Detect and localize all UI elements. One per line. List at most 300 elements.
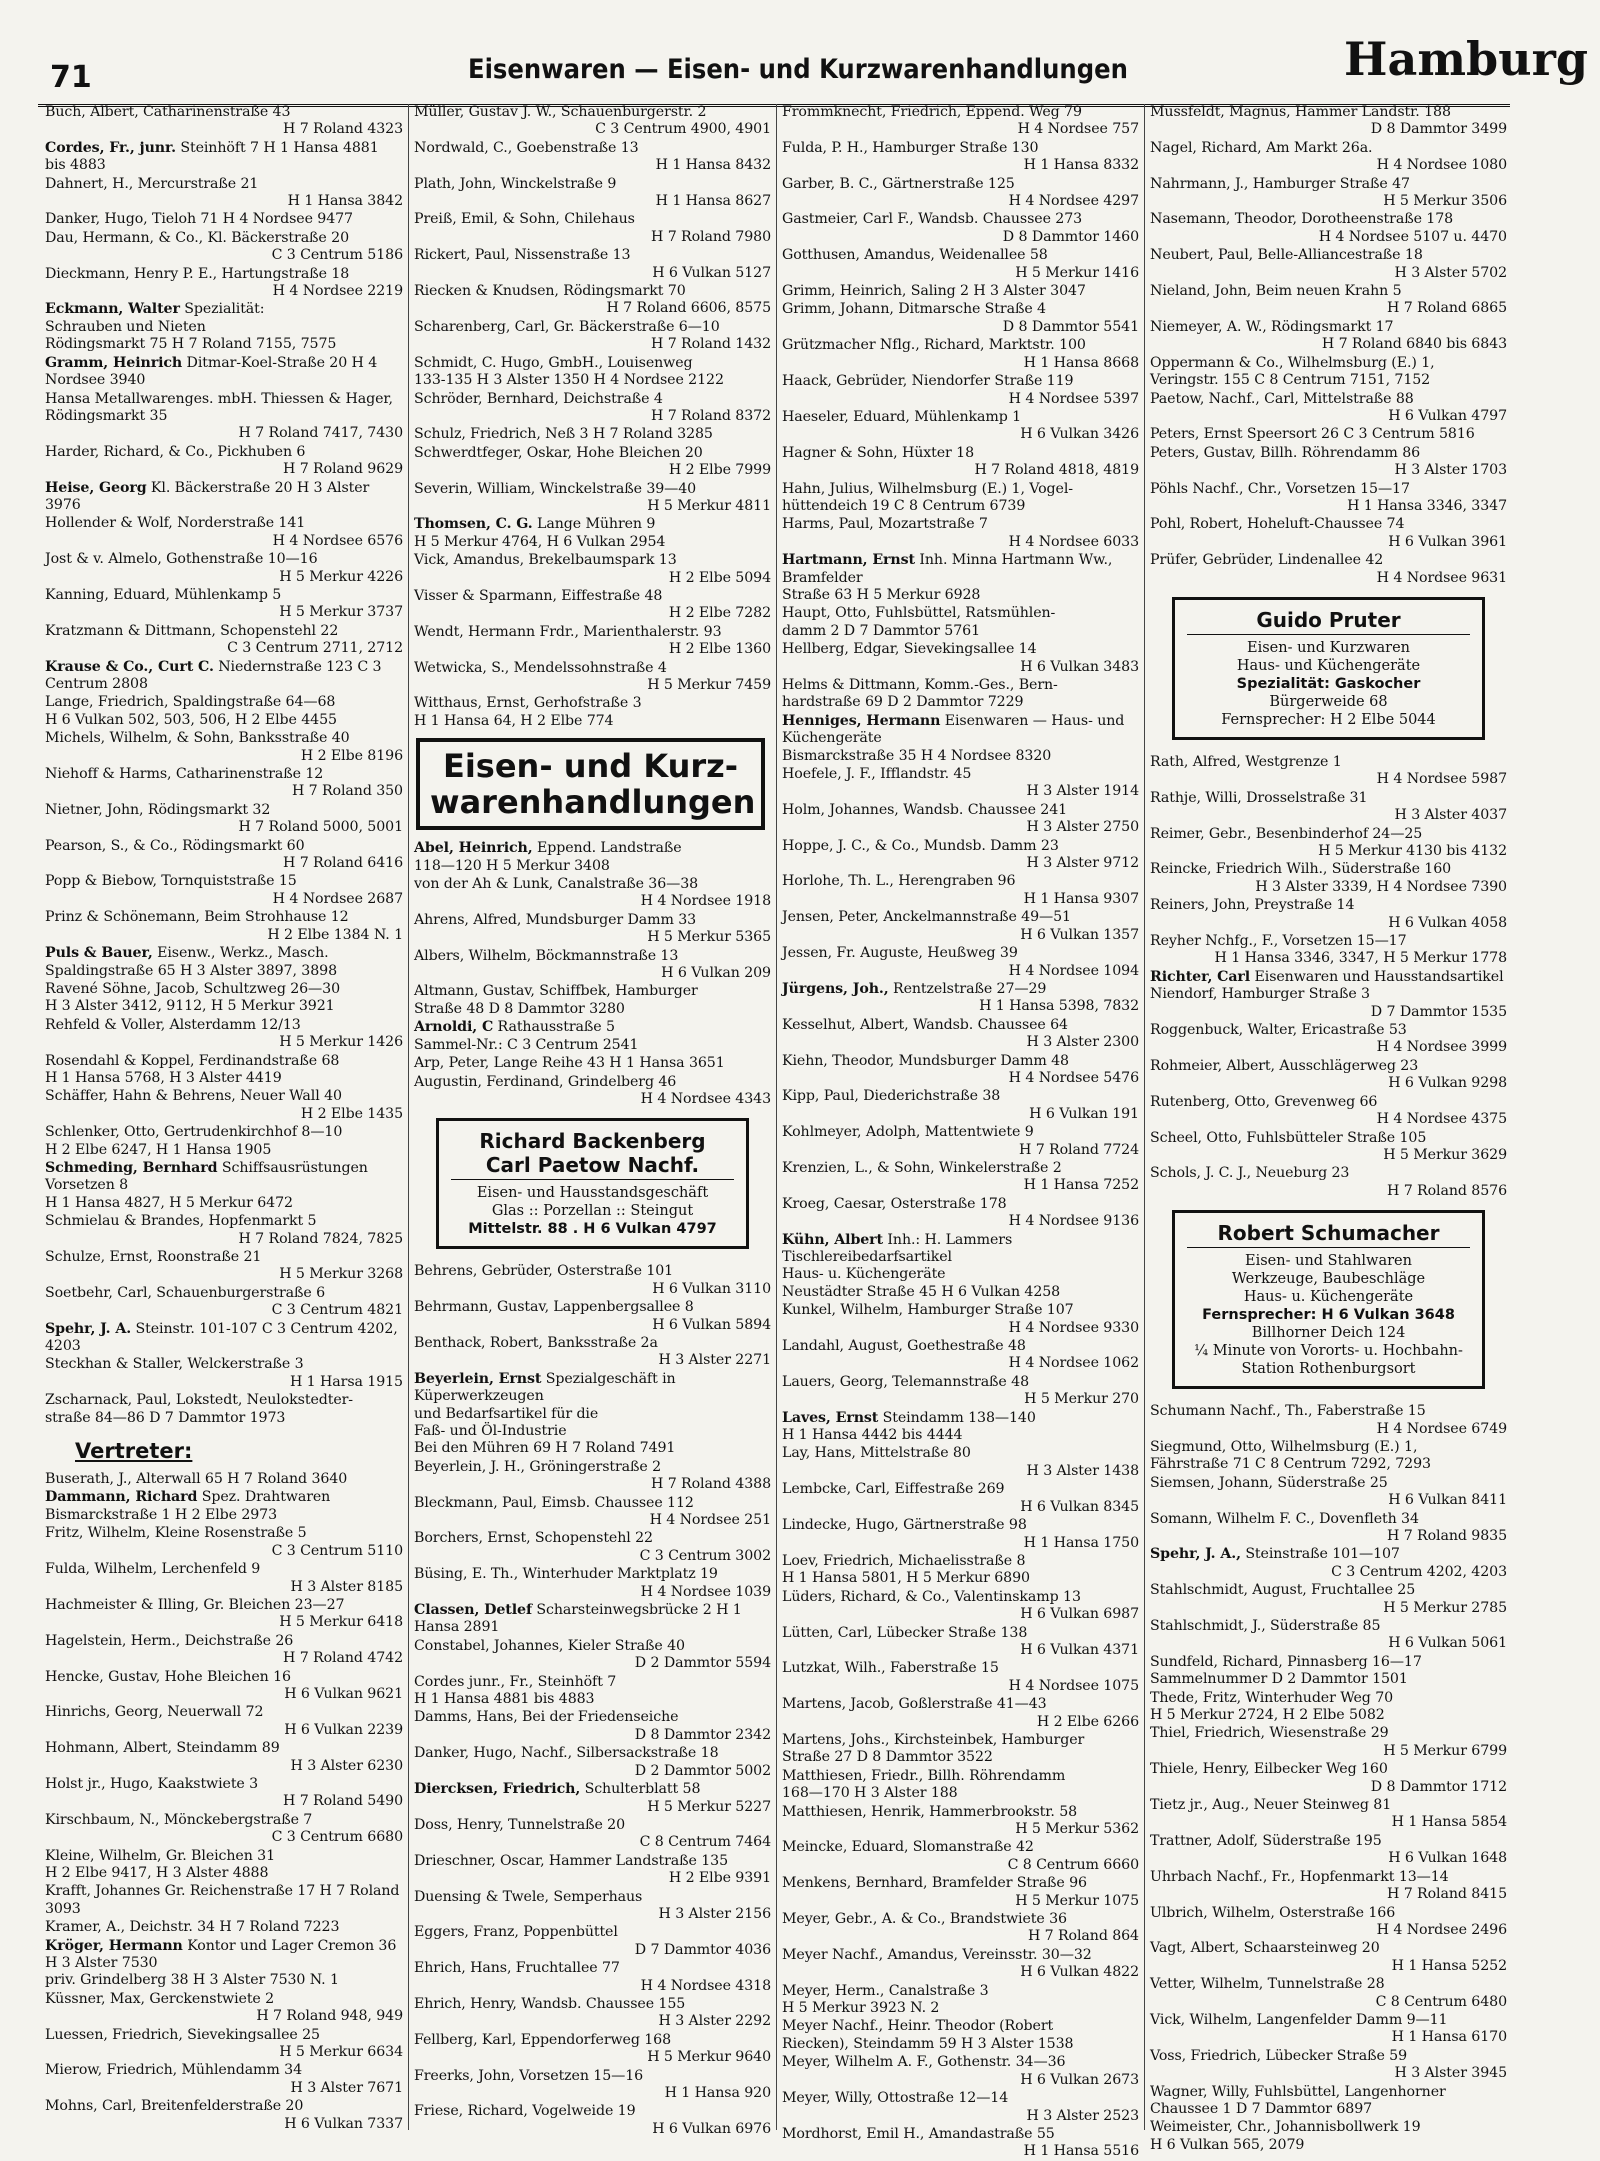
- directory-entry: [782, 2090, 1139, 2125]
- entry-address: Brekelbaumspark 13: [524, 552, 677, 569]
- entry-name: Behrens, Gebrüder,: [414, 1263, 553, 1280]
- entry-phone: D 8 Dammtor 2342: [634, 1726, 771, 1743]
- directory-entry: [782, 1196, 1139, 1231]
- entry-name: Nordwald, C.,: [414, 139, 513, 156]
- entry-phone: H 5 Merkur 7459: [647, 677, 771, 693]
- entry-address: Mercurstraße 21: [133, 175, 259, 192]
- entry-name: Mohns, Carl,: [45, 2098, 137, 2115]
- entry-phone: H 5 Merkur 5227: [647, 1798, 771, 1815]
- entry-name: Luessen, Friedrich,: [45, 2026, 183, 2043]
- directory-entry: [45, 1848, 403, 1883]
- entry-name: Severin, William,: [414, 480, 536, 497]
- entry-address: Inh.: H. Lammers Tischlereibedarfsartikel Haus- u. Küchengeräte Neustädter Straße 45 H 6 Vulkan 4258: [782, 1231, 1061, 1300]
- entry-phone: C 3 Centrum 4821: [271, 1302, 403, 1319]
- entry-phone: H 7 Roland 9835: [1387, 1527, 1507, 1544]
- directory-entry: [414, 1853, 771, 1888]
- entry-name: Meyer, Willy,: [782, 2090, 873, 2107]
- entry-name: Lay, Hans,: [782, 1445, 856, 1462]
- entry-address: Süderstraße 85: [1265, 1618, 1381, 1634]
- entry-name: Kratzmann & Dittmann,: [45, 622, 216, 639]
- entry-address: Mönckebergstraße 7: [159, 1811, 313, 1828]
- entry-address: Osterstraße 166: [1274, 1904, 1396, 1921]
- directory-entry: [45, 1991, 403, 2026]
- entry-name: Hoefele, J. F.,: [782, 766, 876, 783]
- entry-address: Wilhelmsburg (E.) 1, Vogel- hüttendeich 19 C 8 Centrum 6739: [782, 480, 1073, 514]
- directory-entry: [414, 552, 771, 587]
- directory-entry: [45, 1883, 403, 1918]
- entry-address: Spez. Drahtwaren Bismarckstraße 1 H 2 Elbe 2973: [45, 1489, 331, 1523]
- entry-phone: H 6 Vulkan 2673: [1020, 2071, 1139, 2088]
- directory-entry: [45, 981, 403, 1016]
- entry-name: Hahn, Julius,: [782, 480, 874, 497]
- entry-name: Hinrichs, Georg,: [45, 1704, 163, 1721]
- entry-name: Wetwicka, S.,: [414, 659, 510, 676]
- entry-address: Ditmarsche Straße 4: [893, 301, 1046, 318]
- entry-address: Hamburger Straße 130: [867, 139, 1039, 156]
- entry-address: Eisenwaren — Haus- und Küchengeräte Bismarckstraße 35 H 4 Nordsee 8320: [782, 712, 1125, 764]
- entry-address: Kl. Bäckerstraße 20: [203, 229, 349, 246]
- entry-name: Eggers, Franz,: [414, 1924, 519, 1941]
- directory-entry: [414, 2032, 771, 2067]
- directory-entry: [414, 876, 771, 911]
- directory-entry: [1150, 1797, 1507, 1832]
- directory-entry: [45, 873, 403, 908]
- directory-entry: [782, 1338, 1139, 1373]
- directory-entry: [414, 1459, 771, 1494]
- directory-entry: [782, 873, 1139, 908]
- entry-address: Belle-Alliancestraße 18: [1253, 247, 1423, 264]
- entry-name: Thede, Fritz,: [1150, 1689, 1242, 1706]
- directory-entry: [45, 1597, 403, 1632]
- entry-name: Matthiesen, Henrik,: [782, 1803, 925, 1820]
- directory-entry: [782, 409, 1139, 444]
- entry-phone: H 6 Vulkan 1648: [1388, 1850, 1507, 1867]
- entry-phone: H 6 Vulkan 6987: [1020, 1606, 1139, 1623]
- directory-entry: [414, 1263, 771, 1298]
- directory-entry: [414, 1019, 771, 1054]
- entry-name: Schulz, Friedrich,: [414, 426, 541, 443]
- directory-entry: [45, 1356, 403, 1391]
- directory-entry: [414, 1299, 771, 1334]
- entry-name: Rosendahl & Koppel,: [45, 1052, 195, 1069]
- entry-name: Hagner & Sohn,: [782, 444, 898, 461]
- directory-entry: [1150, 754, 1507, 789]
- entry-phone: H 6 Vulkan 3110: [652, 1280, 771, 1297]
- entry-phone: H 3 Alster 7671: [290, 2079, 403, 2096]
- entry-name: Trattner, Adolf,: [1150, 1832, 1258, 1849]
- entry-name: Lutzkat, Wilh.,: [782, 1660, 886, 1677]
- entry-address: Eiffestraße 269: [890, 1481, 1005, 1498]
- directory-entry: [1150, 826, 1507, 861]
- entry-phone: C 3 Centrum 2711, 2712: [227, 640, 403, 657]
- directory-entry: [45, 2062, 403, 2097]
- page-number: 71: [50, 60, 92, 95]
- entry-phone: H 4 Nordsee 1094: [1008, 962, 1139, 979]
- entry-address: Catharinenstraße 43: [138, 104, 291, 120]
- directory-entry: [45, 1704, 403, 1739]
- entry-address: Wandsb. Chaussee 241: [898, 801, 1068, 818]
- directory-entry: [782, 516, 1139, 551]
- entry-address: Tunnelstraße 28: [1263, 1976, 1385, 1993]
- entry-phone: H 4 Nordsee 9631: [1376, 569, 1507, 586]
- directory-entry: [414, 481, 771, 516]
- entry-name: Nagel, Richard,: [1150, 139, 1262, 156]
- entry-name: Schmeding, Bernhard: [45, 1159, 218, 1176]
- entry-address: Hamburger Straße 107: [902, 1302, 1074, 1319]
- entry-name: Kirschbaum, N.,: [45, 1811, 160, 1828]
- entry-address: Tornquiststraße 15: [156, 873, 297, 890]
- entry-phone: H 7 Roland 5000, 5001: [238, 819, 403, 836]
- entry-address: Kaakstwiete 3: [153, 1775, 259, 1792]
- entry-address: Bramfelder Straße 96: [927, 1875, 1087, 1892]
- entry-address: Schiffsausrüstungen Vorsetzen 8 H 1 Hansa 4827, H 5 Merkur 6472: [45, 1159, 368, 1211]
- entry-address: Breitenfelderstraße 20: [136, 2098, 304, 2115]
- entry-phone: H 7 Roland 8415: [1387, 1886, 1507, 1903]
- entry-phone: H 7 Roland 7824, 7825: [238, 1230, 403, 1247]
- directory-entry: [45, 355, 403, 390]
- entry-phone: H 7 Roland 8372: [651, 407, 771, 424]
- entry-name: Lauers, Georg,: [782, 1373, 888, 1390]
- entry-address: Alterwall 65 H 7 Roland 3640: [131, 1471, 348, 1488]
- directory-entry: [782, 2018, 1139, 2053]
- directory-entry: [1150, 1725, 1507, 1760]
- entry-address: Wilhelmsburg (E.) 1, Veringstr. 155 C 8 Centrum 7151, 7152: [1150, 354, 1435, 389]
- directory-entry: [782, 2126, 1139, 2161]
- entry-list: [45, 1471, 403, 2133]
- ad-line: Eisen- und Stahlwaren: [1245, 1253, 1412, 1270]
- entry-name: Vetter, Wilhelm,: [1150, 1976, 1264, 1993]
- entry-address: Gertrudenkirchhof 8—10 H 2 Elbe 6247, H 1 Hansa 1905: [45, 1124, 343, 1158]
- directory-entry: [414, 426, 771, 443]
- entry-name: Plath, John,: [414, 175, 497, 192]
- directory-entry: [45, 1160, 403, 1212]
- directory-entry: [782, 1732, 1139, 1767]
- directory-entry: [782, 1302, 1139, 1337]
- entry-address: Marienthalerstr. 93: [578, 623, 722, 640]
- directory-entry: [414, 1709, 771, 1744]
- entry-phone: H 7 Roland 6606, 8575: [606, 300, 771, 317]
- entry-address: Bei der Friedenseiche: [517, 1709, 679, 1726]
- directory-entry: [45, 1919, 403, 1936]
- entry-name: Haeseler, Eduard,: [782, 408, 910, 425]
- entry-name: Oppermann & Co.,: [1150, 354, 1284, 371]
- entry-name: Stahlschmidt, J.,: [1150, 1618, 1266, 1634]
- entry-name: Büsing, E. Th.,: [414, 1566, 519, 1583]
- entry-address: Fruchtallee 77: [511, 1960, 620, 1977]
- directory-entry: [782, 1374, 1139, 1409]
- directory-entry: [782, 2054, 1139, 2089]
- directory-entry: [414, 516, 771, 551]
- entry-address: Beim neuen Krahn 5: [1251, 283, 1402, 300]
- directory-entry: [1150, 933, 1507, 968]
- entry-phone: H 7 Roland 8576: [1387, 1182, 1507, 1199]
- entry-address: Deichstr. 34 H 7 Roland 7223: [125, 1919, 340, 1936]
- entry-name: Albers, Wilhelm,: [414, 947, 532, 964]
- directory-entry: [1150, 1130, 1507, 1165]
- entry-name: Kanning, Eduard,: [45, 586, 170, 603]
- ad-line: Werkzeuge, Baubeschläge: [1231, 1271, 1426, 1288]
- entry-address: Steindamm 89: [171, 1740, 280, 1757]
- directory-entry: [1150, 1905, 1507, 1940]
- entry-phone: H 1 Hansa 8668: [1023, 354, 1139, 371]
- entry-address: Hopfenmarkt 5: [204, 1213, 317, 1230]
- entry-phone: H 2 Elbe 7999: [668, 462, 771, 479]
- directory-entry: [414, 1960, 771, 1995]
- entry-name: Soetbehr, Carl,: [45, 1284, 152, 1301]
- entry-address: Rathausstraße 5 Sammel-Nr.: C 3 Centrum 2541: [414, 1019, 639, 1053]
- section-heading-line: warenhandlungen: [430, 783, 756, 822]
- entry-name: Hachmeister & Illing,: [45, 1596, 199, 1613]
- entry-phone: H 4 Nordsee 5397: [1008, 390, 1139, 407]
- directory-entry: [1150, 2119, 1507, 2154]
- entry-address: Mundsburger Damm 33: [521, 911, 697, 928]
- entry-address: Neueburg 23: [1251, 1165, 1350, 1182]
- entry-address: Rödingsmarkt 17: [1266, 318, 1394, 335]
- entry-address: Hohe Bleichen 20: [571, 444, 703, 461]
- directory-entry: [45, 1776, 403, 1811]
- entry-name: Augustin, Ferdinand,: [414, 1073, 564, 1090]
- entry-name: Martens, Johs.,: [782, 1731, 890, 1748]
- directory-entry: [414, 140, 771, 175]
- entry-address: Süderstraße 25: [1272, 1474, 1388, 1491]
- entry-name: Krenzien, L., & Sohn,: [782, 1159, 935, 1176]
- directory-entry: [1150, 552, 1507, 587]
- entry-phone: D 2 Dammtor 5594: [634, 1655, 771, 1672]
- entry-name: Witthaus, Ernst,: [414, 695, 530, 712]
- entry-name: Beyerlein, J. H.,: [414, 1458, 525, 1475]
- entry-name: Vick, Amandus,: [414, 552, 525, 569]
- directory-entry: [1150, 1403, 1507, 1438]
- entry-phone: H 3 Alster 2523: [1026, 2107, 1139, 2124]
- entry-phone: H 3 Alster 2156: [658, 1905, 771, 1922]
- entry-address: Lange Reihe 43 H 1 Hansa 3651: [489, 1055, 725, 1072]
- entry-address: Marktstr. 100: [984, 337, 1086, 354]
- entry-address: Mühlenkamp 1: [909, 408, 1022, 425]
- entry-address: Hüxter 18: [897, 444, 974, 461]
- directory-entry: [1150, 391, 1507, 426]
- entry-name: Diercksen, Friedrich,: [414, 1781, 581, 1798]
- entry-name: Weimeister, Chr.,: [1150, 2119, 1271, 2136]
- directory-columns: [40, 104, 1512, 2160]
- entry-phone: H 7 Roland 6416: [283, 855, 403, 872]
- entry-phone: D 7 Dammtor 1535: [1370, 1003, 1507, 1020]
- entry-name: Landahl, August,: [782, 1338, 903, 1355]
- directory-entry: [45, 1561, 403, 1596]
- directory-entry: [782, 211, 1139, 246]
- directory-entry: [414, 983, 771, 1018]
- entry-name: Ulbrich, Wilhelm,: [1150, 1904, 1275, 1921]
- directory-entry: [45, 211, 403, 228]
- entry-address: Eimsb. Chaussee 112: [537, 1494, 694, 1511]
- entry-name: Ahrens, Alfred,: [414, 911, 522, 928]
- entry-phone: H 5 Merkur 1426: [279, 1034, 403, 1051]
- entry-name: Buserath, J.,: [45, 1471, 132, 1488]
- entry-address: Roonstraße 21: [152, 1249, 262, 1265]
- entry-name: Reyher Nchfg., F.,: [1150, 933, 1279, 950]
- entry-name: Krause & Co., Curt C.: [45, 658, 214, 675]
- entry-name: Thiel, Friedrich,: [1150, 1725, 1265, 1742]
- entry-phone: H 7 Roland 4388: [651, 1476, 771, 1493]
- entry-list: [45, 104, 403, 1427]
- directory-entry: [782, 1589, 1139, 1624]
- entry-name: Müller, Gustav J. W.,: [414, 104, 557, 120]
- entry-address: Schauenburgerstr. 2: [556, 104, 707, 120]
- entry-name: Dahnert, H.,: [45, 175, 134, 192]
- entry-name: Somann, Wilhelm F. C.,: [1150, 1510, 1315, 1527]
- directory-entry: [1150, 1094, 1507, 1129]
- directory-entry: [45, 301, 403, 353]
- ad-title: [451, 1129, 734, 1180]
- entry-address: Pickhuben 6: [212, 443, 306, 460]
- entry-name: Reiners, John,: [1150, 897, 1250, 914]
- directory-entry: [45, 2027, 403, 2062]
- entry-phone: H 2 Elbe 9391: [668, 1870, 771, 1887]
- entry-name: Wendt, Hermann Frdr.,: [414, 623, 579, 640]
- entry-name: Neubert, Paul,: [1150, 247, 1254, 264]
- directory-entry: [45, 1285, 403, 1320]
- entry-phone: H 5 Merkur 5362: [1015, 1821, 1139, 1837]
- directory-entry: [782, 713, 1139, 765]
- entry-address: Gerhofstraße 3 H 1 Hansa 64, H 2 Elbe 774: [414, 695, 642, 729]
- entry-address: Böckmannstraße 13: [531, 947, 679, 964]
- entry-address: Billh. Röhrendamm 168—170 H 3 Alster 188: [782, 1767, 1066, 1802]
- directory-entry: [45, 838, 403, 873]
- entry-name: Fulda, Wilhelm,: [45, 1561, 158, 1578]
- directory-entry: [1150, 1439, 1507, 1474]
- entry-name: Rickert, Paul,: [414, 247, 510, 264]
- entry-name: Küssner, Max,: [45, 1990, 145, 2007]
- entry-phone: C 8 Centrum 6480: [1375, 1993, 1507, 2010]
- entry-name: Krafft, Johannes: [45, 1883, 161, 1900]
- entry-phone: H 7 Roland 350: [291, 783, 403, 800]
- entry-name: Hencke, Gustav,: [45, 1668, 161, 1685]
- entry-address: Neuer Steinweg 81: [1249, 1797, 1392, 1814]
- ad-line: Haus- u. Küchengeräte: [1243, 1289, 1414, 1306]
- entry-address: Kleine Rosenstraße 5: [150, 1525, 307, 1542]
- entry-phone: H 5 Merkur 4811: [647, 497, 771, 514]
- directory-entry: [782, 1445, 1139, 1480]
- entry-phone: H 7 Roland 948, 949: [256, 2008, 403, 2025]
- entry-phone: H 3 Alster 8185: [290, 1578, 403, 1595]
- entry-phone: H 4 Nordsee 3999: [1376, 1039, 1507, 1056]
- entry-phone: H 4 Nordsee 4343: [640, 1090, 771, 1107]
- directory-entry: [1150, 1833, 1507, 1868]
- directory-entry: [414, 1055, 771, 1072]
- directory-entry: [1150, 140, 1507, 175]
- entry-address: Beim Strohhause 12: [199, 909, 349, 926]
- entry-name: Buch, Albert,: [45, 104, 139, 120]
- directory-entry: [414, 588, 771, 623]
- entry-phone: H 1 Hansa 3346, 3347: [1347, 497, 1507, 514]
- entry-name: Cordes junr., Fr.,: [414, 1673, 534, 1690]
- entry-address: Preystraße 14: [1249, 897, 1355, 914]
- entry-name: von der Ah & Lunk,: [414, 876, 554, 893]
- entry-address: (Robert Riecken), Steindamm 59 H 3 Alster 1538: [782, 2018, 1074, 2052]
- entry-name: Hoppe, J. C., & Co.,: [782, 837, 920, 854]
- directory-entry: [45, 1669, 403, 1704]
- entry-name: Nieland, John,: [1150, 283, 1252, 300]
- entry-phone: H 1 Hansa 8432: [655, 157, 771, 174]
- entry-name: Lembcke, Carl,: [782, 1481, 891, 1498]
- entry-name: Kramer, A.,: [45, 1919, 126, 1936]
- entry-name: Jürgens, Joh.,: [782, 980, 889, 997]
- entry-address: Mattentwiete 9: [920, 1124, 1034, 1141]
- entry-name: Dau, Hermann, & Co.,: [45, 229, 204, 246]
- entry-name: Schlenker, Otto,: [45, 1124, 160, 1141]
- entry-phone: H 5 Merkur 6418: [279, 1614, 403, 1631]
- entry-name: Hollender & Wolf,: [45, 515, 173, 532]
- entry-phone: H 6 Vulkan 1357: [1020, 926, 1139, 943]
- entry-address: Johannisbollwerk 19 H 6 Vulkan 565, 2079: [1150, 2119, 1421, 2153]
- entry-phone: H 6 Vulkan 5894: [652, 1316, 771, 1333]
- entry-name: Kiehn, Theodor,: [782, 1052, 895, 1069]
- entry-name: Fritz, Wilhelm,: [45, 1525, 151, 1542]
- advertisement-pruter: [1172, 597, 1485, 740]
- entry-address: Langenfelder Damm 9—11: [1252, 2011, 1448, 2028]
- entry-address: Eppendorferweg 168: [516, 2031, 672, 2048]
- entry-address: Eisenw., Werkz., Masch. Spaldingstraße 65 H 3 Alster 3897, 3898: [45, 945, 338, 979]
- directory-entry: [45, 945, 403, 980]
- entry-phone: H 7 Roland 4742: [283, 1650, 403, 1667]
- entry-name: Haack, Gebrüder,: [782, 373, 908, 390]
- ad-title-line: Carl Paetow Nachf.: [485, 1153, 700, 1178]
- entry-phone: H 4 Nordsee 6033: [1008, 533, 1139, 550]
- entry-phone: H 6 Vulkan 4822: [1020, 1964, 1139, 1981]
- entry-name: Horlohe, Th. L.,: [782, 873, 894, 890]
- directory-entry: [1150, 1582, 1507, 1617]
- directory-entry: [1150, 104, 1507, 139]
- directory-entry: [1150, 1511, 1507, 1546]
- entry-address: Vorsetzen 15—17: [1281, 480, 1410, 497]
- directory-entry: [782, 1232, 1139, 1302]
- entry-name: Nietner, John,: [45, 801, 144, 818]
- directory-entry: [1150, 1940, 1507, 1975]
- entry-name: Ehrich, Henry,: [414, 1995, 517, 2012]
- directory-entry: [414, 1638, 771, 1673]
- entry-address: Gröningerstraße 2: [524, 1458, 662, 1475]
- entry-name: Danker, Hugo, Nachf.,: [414, 1745, 572, 1762]
- directory-entry: [1150, 790, 1507, 825]
- entry-name: Hansa Metallwarenges. mbH.: [45, 390, 257, 407]
- directory-entry: [414, 1335, 771, 1370]
- directory-entry: [45, 909, 403, 944]
- entry-name: Lange, Friedrich,: [45, 694, 169, 711]
- entry-phone: H 3 Alster 3945: [1394, 2065, 1507, 2082]
- entry-phone: H 3 Alster 3339, H 4 Nordsee 7390: [1255, 878, 1507, 895]
- directory-entry: [1150, 1654, 1507, 1689]
- entry-address: Kontor und Lager Cremon 36 H 3 Alster 7530 priv. Grindelberg 38 H 3 Alster 7530 N. 1: [45, 1937, 397, 1989]
- entry-phone: H 5 Merkur 270: [1024, 1391, 1139, 1408]
- ad-line: Station Rothenburgsort: [1241, 1361, 1416, 1378]
- directory-entry: [782, 677, 1139, 712]
- directory-entry: [414, 660, 771, 695]
- entry-address: Wilhelmsburg (E.) 1, Fährstraße 71 C 8 Centrum 7292, 7293: [1150, 1438, 1431, 1473]
- entry-address: Fruchtallee 25: [1306, 1582, 1416, 1599]
- entry-name: Dieckmann, Henry P. E.,: [45, 265, 218, 282]
- directory-entry: [414, 1074, 771, 1109]
- entry-phone: H 7 Roland 1432: [651, 336, 771, 353]
- entry-phone: D 8 Dammtor 1460: [1002, 228, 1139, 245]
- entry-name: Kroeg, Caesar,: [782, 1195, 887, 1212]
- entry-name: Wagner, Willy,: [1150, 2083, 1250, 2100]
- entry-name: Jensen, Peter,: [782, 909, 879, 926]
- entry-address: Faberstraße 15: [885, 1660, 999, 1677]
- entry-address: Hopfenmarkt 13—14: [1295, 1868, 1449, 1885]
- directory-entry: [782, 1768, 1139, 1803]
- entry-phone: D 8 Dammtor 1712: [1370, 1778, 1507, 1795]
- directory-entry: [45, 659, 403, 694]
- directory-entry: [782, 301, 1139, 336]
